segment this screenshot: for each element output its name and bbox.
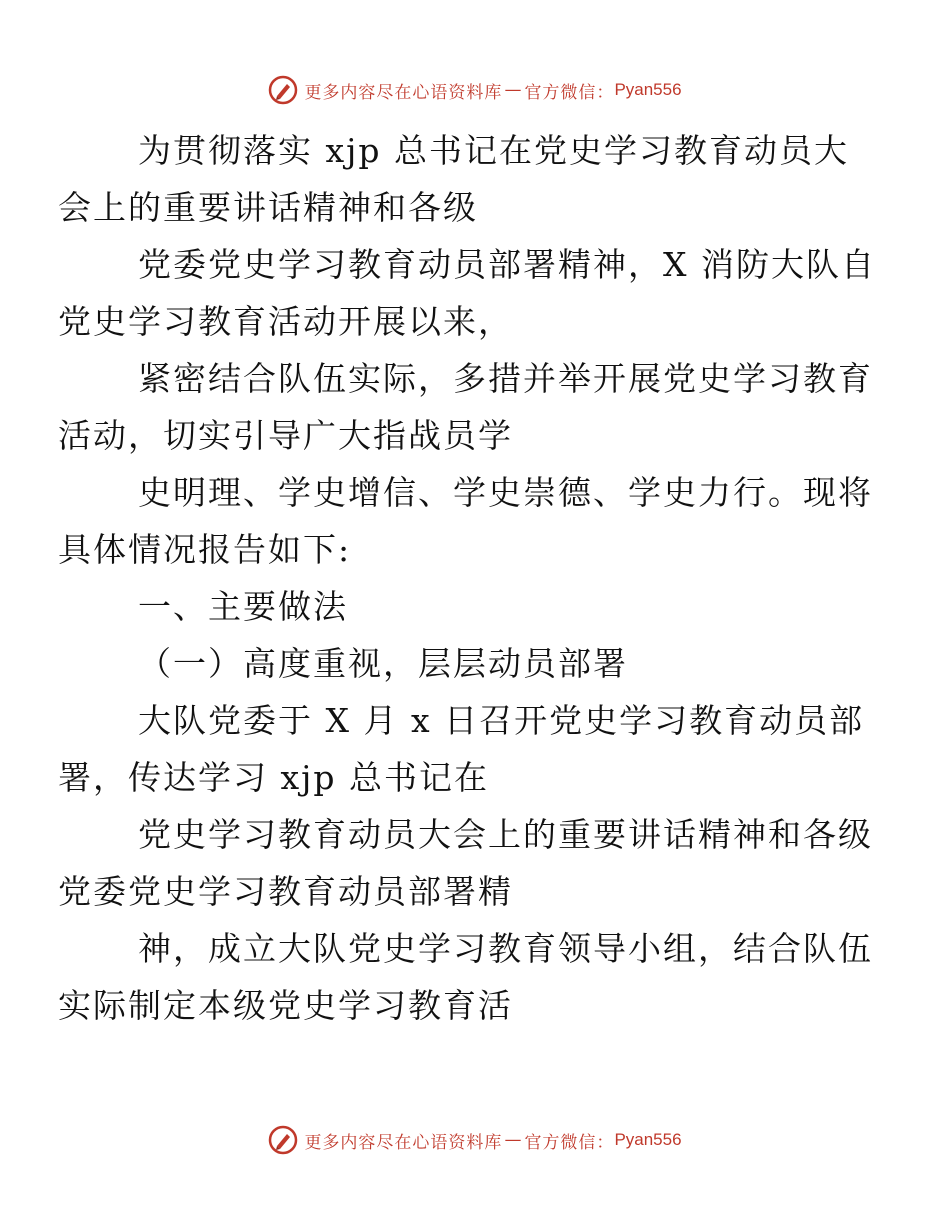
text-line: 实际制定本级党史学习教育活 — [58, 986, 513, 1025]
text-line: 党委党史学习教育动员部署精 — [58, 872, 513, 911]
watermark-official-label: 官方微信： — [524, 82, 615, 103]
document-body — [58, 122, 876, 1034]
watermark-main-text: 更多内容尽在心语资料库 — [304, 1132, 503, 1153]
watermark-separator: — — [504, 1130, 523, 1150]
text-line: 党委党史学习教育动员部署精神，X 消防大队自 — [138, 245, 876, 284]
paragraph — [58, 692, 865, 806]
text-line: （一）高度重视，层层动员部署 — [138, 644, 628, 683]
watermark-code: Pyan556 — [614, 80, 682, 99]
text-line: 史明理、学史增信、学史崇德、学史力行。现将 — [138, 473, 873, 512]
watermark-header — [0, 70, 950, 110]
pen-seal-icon — [268, 1125, 298, 1155]
pen-seal-icon — [268, 75, 298, 105]
paragraph — [58, 122, 858, 236]
paragraph — [58, 236, 876, 350]
paragraph — [58, 464, 873, 578]
watermark-code: Pyan556 — [614, 1130, 682, 1149]
text-line: 党史学习教育动员大会上的重要讲话精神和各级 — [138, 815, 873, 854]
text-line: 紧密结合队伍实际，多措并举开展党史学习教育 — [138, 359, 873, 398]
text-line: 具体情况报告如下: — [58, 530, 352, 569]
text-line: 一、主要做法 — [138, 587, 348, 626]
section-heading — [98, 578, 858, 635]
paragraph — [58, 350, 873, 464]
paragraph — [58, 806, 873, 920]
watermark-main-text: 更多内容尽在心语资料库 — [304, 82, 503, 103]
text-line: 活动，切实引导广大指战员学 — [58, 416, 513, 455]
subsection-heading — [98, 635, 858, 692]
paragraph — [58, 920, 873, 1034]
watermark-official-label: 官方微信： — [524, 1132, 615, 1153]
text-line: 会上的重要讲话精神和各级 — [58, 188, 478, 227]
text-line: 大队党委于 X 月 x 日召开党史学习教育动员部 — [138, 701, 865, 740]
text-line: 署，传达学习 xjp 总书记在 — [58, 758, 489, 797]
text-line: 为贯彻落实 xjp 总书记在党史学习教育动员大 — [138, 131, 849, 170]
text-line: 神，成立大队党史学习教育领导小组，结合队伍 — [138, 929, 873, 968]
watermark-footer — [0, 1120, 950, 1160]
watermark-separator: — — [504, 80, 523, 100]
text-line: 党史学习教育活动开展以来， — [58, 302, 513, 341]
